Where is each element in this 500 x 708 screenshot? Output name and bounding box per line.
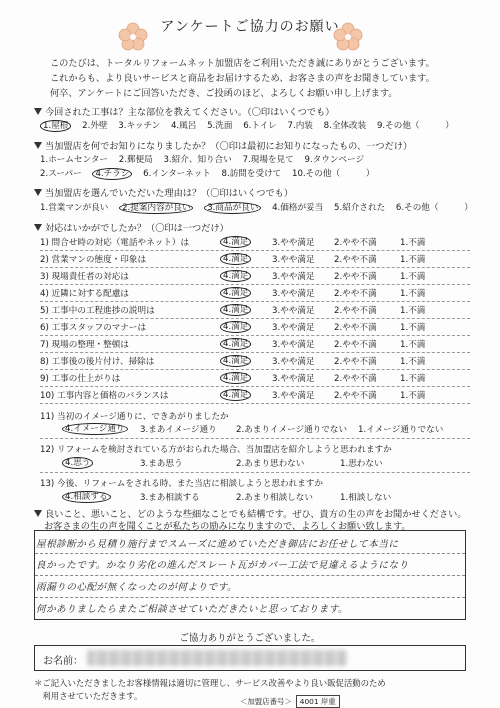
divider — [40, 472, 470, 473]
rating-option[interactable]: 3.やや満足 — [272, 255, 315, 265]
question-12 — [40, 443, 470, 458]
rating-row — [40, 287, 470, 302]
rating-option[interactable]: 3.やや満足 — [272, 238, 315, 248]
q12-options — [40, 457, 470, 472]
q13-option[interactable]: 2.あまり相談しない — [236, 493, 313, 503]
triangle-icon — [34, 510, 42, 517]
page-title: アンケートご協力のお願い — [160, 19, 340, 35]
rating-option[interactable]: 3.やや満足 — [272, 272, 315, 282]
rating-option[interactable]: 3.やや満足 — [272, 323, 315, 333]
q3-option-selected[interactable]: 2.提案内容が良い — [119, 202, 193, 214]
rating-option[interactable]: 2.やや不満 — [334, 272, 377, 282]
rating-option[interactable]: 3.やや満足 — [272, 289, 315, 299]
q2-option[interactable]: 7.現場を見て — [242, 155, 294, 165]
rating-option[interactable]: 2.やや不満 — [334, 374, 377, 384]
q12-option[interactable]: 3.まあ思う — [140, 459, 183, 469]
triangle-icon — [34, 142, 42, 149]
q11-option-selected[interactable]: 4.イメージ通り — [62, 423, 128, 435]
question-text: 13) 今後、リフォームをされる時、また当店に相談しようと思われますか — [40, 479, 323, 489]
rating-row — [40, 304, 470, 319]
rating-row — [40, 372, 470, 387]
q2-option[interactable]: 2.郵便局 — [118, 155, 153, 165]
q1-option-selected[interactable]: 1.屋根 — [40, 120, 71, 132]
q1-option[interactable]: 7.内装 — [287, 121, 313, 131]
rating-row — [40, 253, 470, 268]
rating-row-label: 4) 近隣に対する配慮は — [40, 289, 129, 299]
q2-option-selected[interactable]: 4.チラシ — [92, 168, 132, 180]
q11-option[interactable]: 2.あまりイメージ通りでない — [236, 425, 348, 435]
rating-row — [40, 389, 470, 404]
q3-option-selected[interactable]: 3.商品が良い — [204, 202, 261, 214]
rating-row-label: 3) 現場責任者の対応は — [40, 272, 129, 282]
intro-line: 何卒、アンケートにご回答いただき、ご投函のほど、よろしくお願い申し上げます。 — [50, 88, 398, 99]
rating-option[interactable]: 3.やや満足 — [272, 357, 315, 367]
rating-option[interactable]: 1.不満 — [400, 255, 426, 265]
divider — [40, 335, 470, 336]
q12-option[interactable]: 1.思わない — [340, 459, 383, 469]
rating-row-label: 5) 工事中の工程進捗の説明は — [40, 306, 155, 316]
q1-option[interactable]: 6.トイレ — [243, 121, 277, 131]
rating-option[interactable]: 2.やや不満 — [334, 357, 377, 367]
name-label: お名前： — [43, 656, 83, 667]
q3-option[interactable]: 1.営業マンが良い — [40, 203, 109, 213]
q3-option[interactable]: 6.その他（ ） — [395, 203, 473, 213]
divider — [40, 386, 470, 387]
rating-option[interactable]: 2.やや不満 — [334, 323, 377, 333]
intro-line: これからも、より良いサービスと商品をお届けするため、お客さまの声をお聞きしています。 — [50, 73, 435, 84]
rating-row-label: 1) 問合せ時の対応（電話やネット）は — [40, 238, 190, 248]
q12-option[interactable]: 2.あまり思わない — [236, 459, 305, 469]
rating-option[interactable]: 1.不満 — [400, 323, 426, 333]
q2-options-row1 — [40, 153, 372, 165]
rating-option[interactable]: 1.不満 — [400, 340, 426, 350]
rating-option-selected[interactable]: 4.満足 — [220, 287, 251, 299]
rating-row — [40, 236, 470, 251]
q1-option[interactable]: 4.風呂 — [170, 121, 197, 131]
triangle-icon — [34, 189, 42, 196]
rating-option-selected[interactable]: 4.満足 — [220, 304, 251, 316]
rating-option[interactable]: 3.やや満足 — [272, 306, 315, 316]
divider — [40, 250, 470, 251]
question-text: 対応はいかがでしたか？（〇印は一つだけ） — [45, 223, 229, 234]
q3-options — [40, 201, 481, 214]
handwritten-answer-line: 何かありましたらまたご相談させていただきたいと思っております。 — [36, 604, 349, 615]
q13-option-selected[interactable]: 4.相談する — [62, 491, 111, 503]
rating-option[interactable]: 3.やや満足 — [272, 374, 315, 384]
rating-option[interactable]: 2.やや不満 — [334, 306, 377, 316]
rating-row-label: 8) 工事後の後片付け、掃除は — [40, 357, 155, 367]
q11-options — [40, 423, 470, 438]
question-5-sub: お客さまの生の声を聞くことが私たちの励みになりますので、よろしくお願い致します。 — [44, 521, 411, 532]
q2-options-row2 — [40, 167, 382, 180]
intro-line: このたびは、トータルリフォームネット加盟店をご利用いただき誠にありがとうございます。 — [50, 58, 435, 69]
rating-option-selected[interactable]: 4.満足 — [220, 321, 251, 333]
q13-options — [40, 491, 470, 506]
question-text: 11) 当初のイメージ通りに、できあがりましたか — [40, 412, 229, 422]
question-text: 12) リフォームを検討されている方がおられた場合、当加盟店を紹介しようと思われますか — [40, 445, 392, 455]
question-3 — [34, 185, 293, 199]
rating-row — [40, 355, 470, 370]
triangle-icon — [34, 224, 42, 231]
rating-option[interactable]: 1.不満 — [400, 238, 426, 248]
q2-option[interactable]: 10.その他（ ） — [292, 169, 375, 179]
rating-row-label: 6) 工事スタッフのマナーは — [40, 323, 147, 333]
divider — [40, 318, 470, 319]
question-13 — [40, 477, 470, 492]
rating-row — [40, 338, 470, 353]
rating-option[interactable]: 2.やや不満 — [334, 391, 377, 401]
rating-option[interactable]: 1.不満 — [400, 272, 426, 282]
ruled-line — [35, 575, 465, 576]
question-1 — [34, 104, 334, 118]
q1-option[interactable]: 8.全体改装 — [323, 121, 367, 131]
divider — [40, 369, 470, 370]
rating-option-selected[interactable]: 4.満足 — [220, 270, 251, 282]
question-text: 当加盟店を何でお知りになりましたか？（〇印は最初にお知りになったもの、一つだけ） — [45, 141, 413, 152]
rating-option[interactable]: 3.やや満足 — [272, 340, 315, 350]
ruled-line — [35, 553, 465, 554]
rating-option[interactable]: 1.不満 — [400, 374, 426, 384]
triangle-icon — [34, 108, 42, 115]
divider — [40, 301, 470, 302]
rating-row-label: 9) 工事の仕上がりは — [40, 374, 121, 384]
divider — [40, 403, 470, 404]
rating-option-selected[interactable]: 4.満足 — [220, 253, 251, 265]
rating-row-label: 7) 現場の整理・整頓は — [40, 340, 129, 350]
q1-option[interactable]: 2.外壁 — [82, 121, 108, 131]
footer-line: 利用させていただきます。 — [34, 691, 143, 701]
q1-option[interactable]: 5.洗面 — [207, 121, 233, 131]
divider — [40, 438, 470, 439]
q2-option[interactable]: 3.紹介、知り合い — [163, 155, 232, 165]
rating-option[interactable]: 1.不満 — [400, 306, 426, 316]
question-2 — [34, 138, 412, 152]
rating-option[interactable]: 2.やや不満 — [334, 238, 377, 248]
q13-option[interactable]: 1.相談しない — [340, 493, 392, 503]
q13-option[interactable]: 3.まあ相談する — [140, 493, 200, 503]
thanks-text: ご協力ありがとうございました。 — [179, 633, 321, 644]
footer-line: ＊ご記入いただきましたお客様情報は適切に管理し、サービス改善やより良い販促活動のため — [34, 678, 386, 688]
rating-option[interactable]: 1.不満 — [400, 391, 426, 401]
rating-row-label: 2) 営業マンの態度・印象は — [40, 255, 147, 265]
q2-option[interactable]: 6.インターネット — [143, 169, 211, 179]
q2-option[interactable]: 8.訪問を受けて — [221, 169, 282, 179]
q3-option[interactable]: 5.紹介された — [334, 203, 386, 213]
rating-option-selected[interactable]: 4.満足 — [220, 236, 251, 248]
rating-row-label: 10) 工事内容と価格のバランスは — [40, 391, 169, 401]
q3-option[interactable]: 4.価格が妥当 — [272, 203, 324, 213]
rating-option-selected[interactable]: 4.満足 — [220, 372, 251, 384]
q2-option[interactable]: 2.スーパー — [40, 169, 82, 179]
q2-option[interactable]: 1.ホームセンター — [40, 155, 109, 165]
rating-option-selected[interactable]: 4.満足 — [220, 338, 251, 350]
q11-option[interactable]: 3.まあイメージ通り — [140, 425, 217, 435]
q11-option[interactable]: 1.イメージ通りでない — [358, 425, 444, 435]
ruled-line — [35, 597, 465, 598]
dealer-number-label: ＜加盟店番号＞ — [240, 697, 292, 706]
divider — [40, 352, 470, 353]
divider — [40, 267, 470, 268]
dealer-number-value: 4001 岸重 — [296, 695, 340, 708]
handwritten-answer-line: 雨漏りの心配が無くなったのが何よりです。 — [36, 582, 238, 593]
handwritten-answer-line: 良かったです。かなり劣化の進んだスレート瓦がカバー工法で見違えるようになり — [36, 560, 409, 571]
rating-option[interactable]: 3.やや満足 — [272, 391, 315, 401]
rating-option[interactable]: 1.不満 — [400, 289, 426, 299]
divider — [40, 284, 470, 285]
rating-row — [40, 321, 470, 336]
rating-option-selected[interactable]: 4.満足 — [220, 389, 251, 401]
question-4 — [34, 220, 229, 234]
q1-option[interactable]: 9.その他（ ） — [376, 121, 454, 131]
rating-option-selected[interactable]: 4.満足 — [220, 355, 251, 367]
question-text: 今回された工事は？主な部位を教えてください。（〇印はいくつでも） — [45, 107, 335, 118]
q2-option[interactable]: 9.タウンページ — [304, 155, 365, 165]
rating-option[interactable]: 2.やや不満 — [334, 340, 377, 350]
name-field[interactable] — [34, 645, 466, 671]
handwritten-answer-line: 屋根診断から見積り施行までスムーズに進めていただき御店にお任せして本当に — [36, 539, 399, 550]
rating-row — [40, 270, 470, 285]
rating-option[interactable]: 1.不満 — [400, 357, 426, 367]
intro-text — [50, 56, 470, 101]
question-text: 良いこと、悪いこと、どのような些細なことでも結構です。ぜひ、貴方の生の声をお聞かせください。 — [45, 509, 467, 520]
q1-option[interactable]: 3.キッチン — [118, 121, 161, 131]
rating-option[interactable]: 2.やや不満 — [334, 255, 377, 265]
q1-options — [40, 119, 462, 132]
dealer-number — [240, 695, 340, 708]
redacted-name — [87, 650, 347, 666]
q12-option-selected[interactable]: 4.思う — [62, 457, 93, 469]
question-text: 当加盟店を選んでいただいた理由は？（〇印はいくつでも） — [45, 188, 294, 199]
rating-option[interactable]: 2.やや不満 — [334, 289, 377, 299]
